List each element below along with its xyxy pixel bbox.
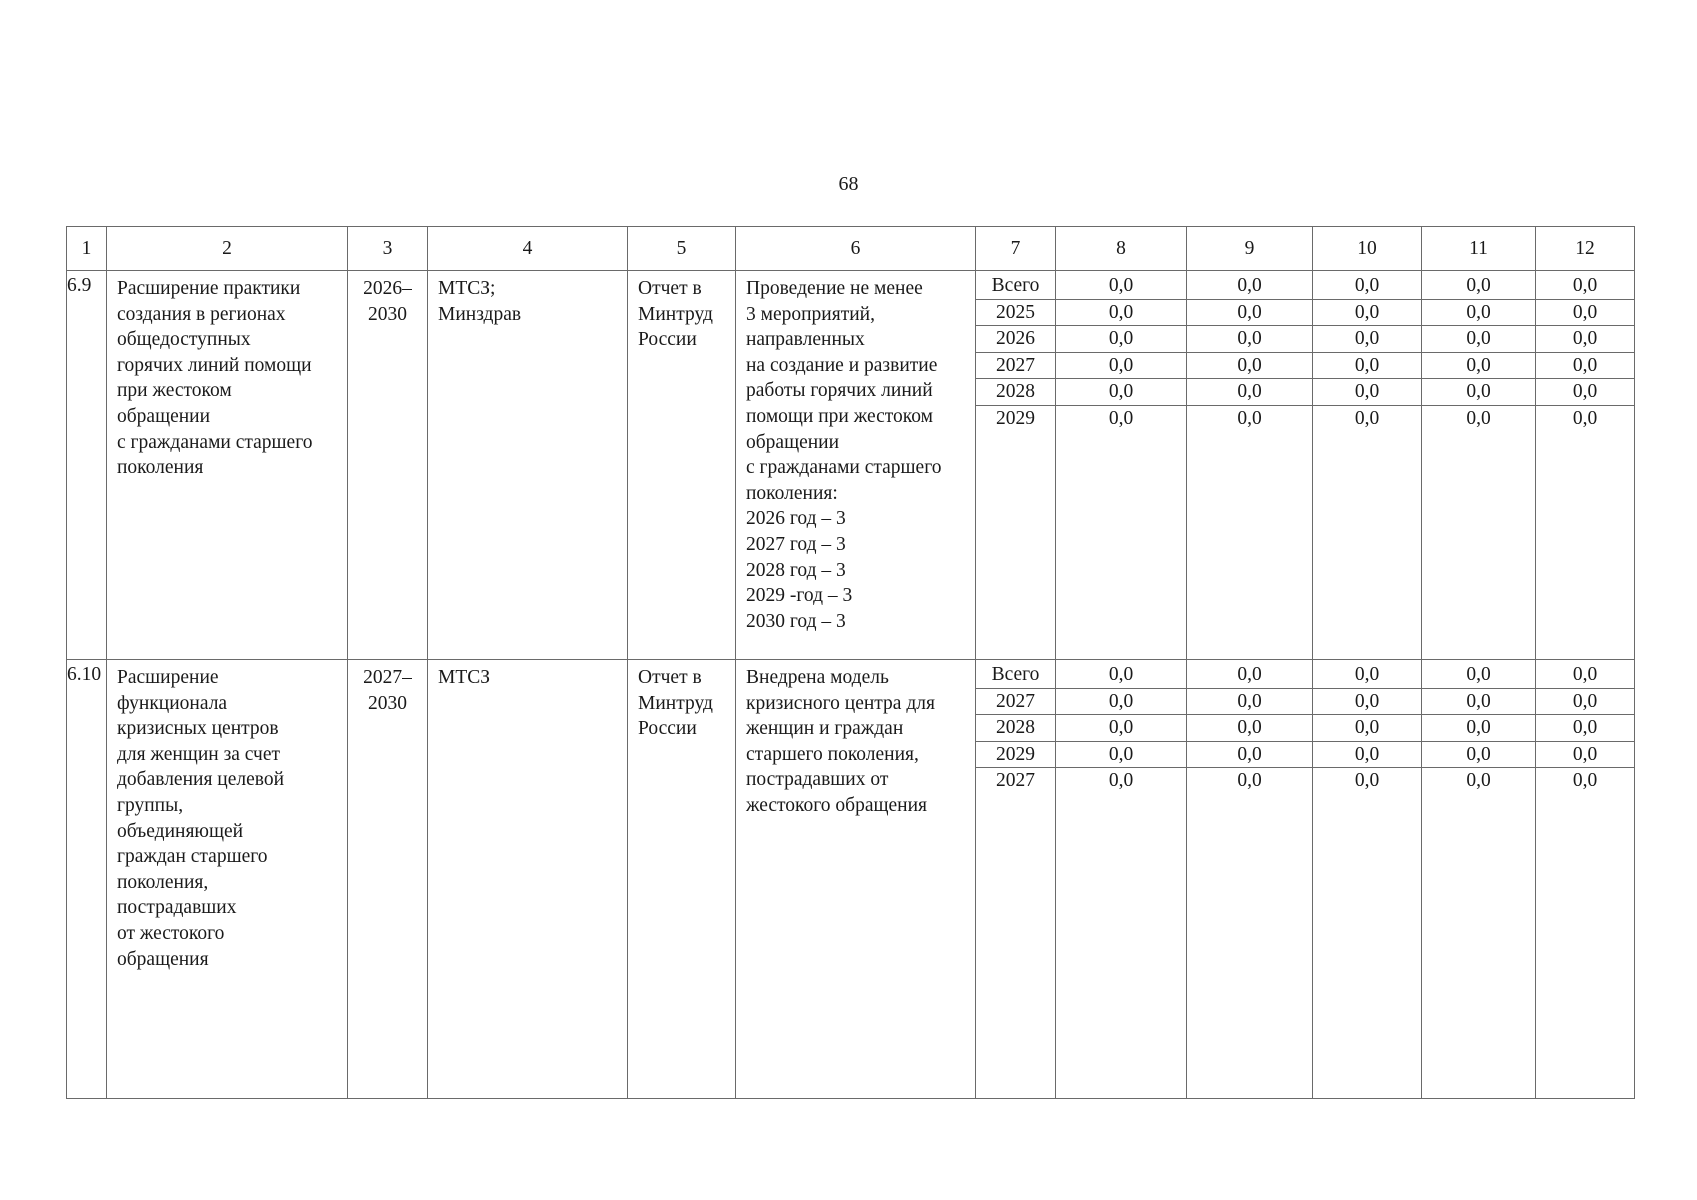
year-label: 2026	[976, 326, 1055, 353]
text-line: Отчет в	[638, 278, 702, 299]
text-line: поколения,	[117, 871, 209, 893]
report-form	[628, 660, 736, 1099]
year-label: 2028	[976, 379, 1055, 406]
funding-value: 0,0	[1056, 300, 1186, 327]
funding-value: 0,0	[1237, 770, 1262, 792]
funding-value: 0,0	[1422, 662, 1535, 689]
funding-value: 0,0	[1056, 742, 1186, 769]
text-line: Внедрена модель	[746, 667, 889, 688]
funding-value: 0,0	[1056, 662, 1186, 689]
text-line: женщин и граждан	[746, 718, 904, 740]
text-line: Отчет в	[638, 667, 702, 688]
funding-value: 0,0	[1422, 353, 1535, 380]
text-line: 3 мероприятий,	[746, 303, 875, 325]
funding-value: 0,0	[1187, 379, 1312, 406]
text-line: с гражданами старшего	[746, 457, 942, 479]
year-column	[976, 271, 1056, 660]
col-header: 1	[67, 227, 107, 271]
col-header: 9	[1187, 227, 1313, 271]
funding-value: 0,0	[1536, 742, 1634, 769]
text-line: горячих линий помощи	[117, 354, 312, 376]
funding-value: 0,0	[1354, 407, 1380, 429]
text-line: 2029 -год – 3	[746, 585, 853, 607]
page-number: 68	[838, 173, 859, 195]
table-row	[67, 271, 1635, 660]
text-line: создания в регионах	[117, 303, 286, 325]
funding-value: 0,0	[1466, 407, 1491, 429]
funding-value: 0,0	[1536, 379, 1634, 406]
funding-value: 0,0	[1422, 742, 1535, 769]
funding-value: 0,0	[1187, 662, 1312, 689]
funding-column	[1187, 660, 1313, 1099]
year-label: 2027	[996, 770, 1035, 792]
funding-column	[1187, 271, 1313, 660]
funding-value: 0,0	[1056, 353, 1186, 380]
funding-value: 0,0	[1422, 300, 1535, 327]
text-line: Расширение	[117, 667, 219, 688]
funding-value: 0,0	[1572, 407, 1598, 429]
funding-column	[1422, 271, 1536, 660]
col-header: 11	[1422, 227, 1536, 271]
funding-column	[1056, 660, 1187, 1099]
item-number: 6.9	[67, 271, 107, 660]
col-header: 8	[1056, 227, 1187, 271]
funding-value: 0,0	[1422, 326, 1535, 353]
text-line: направленных	[746, 329, 865, 351]
text-line: 2026 год – 3	[746, 508, 846, 530]
text-line: жестокого обращения	[746, 794, 927, 816]
funding-value: 0,0	[1422, 715, 1535, 742]
year-column	[976, 660, 1056, 1099]
funding-value: 0,0	[1187, 715, 1312, 742]
funding-value: 0,0	[1187, 300, 1312, 327]
text-line: пострадавших от	[746, 769, 889, 791]
funding-value: 0,0	[1536, 689, 1634, 716]
funding-value: 0,0	[1313, 273, 1421, 300]
col-header: 4	[428, 227, 628, 271]
text-line: обращении	[746, 431, 840, 453]
funding-value: 0,0	[1422, 689, 1535, 716]
funding-value: 0,0	[1536, 273, 1634, 300]
funding-value: 0,0	[1313, 689, 1421, 716]
text-line: пострадавших	[117, 897, 237, 919]
funding-value: 0,0	[1187, 742, 1312, 769]
measure-name	[107, 271, 348, 660]
expected-result	[736, 271, 976, 660]
executor	[428, 271, 628, 660]
year-label: 2027	[976, 689, 1055, 716]
funding-column	[1313, 271, 1422, 660]
funding-value: 0,0	[1313, 379, 1421, 406]
text-line: поколения	[117, 457, 204, 479]
text-line: функционала	[117, 692, 228, 714]
funding-value: 0,0	[1056, 326, 1186, 353]
col-header: 6	[736, 227, 976, 271]
year-label: 2029	[976, 742, 1055, 769]
col-header: 5	[628, 227, 736, 271]
col-header: 12	[1536, 227, 1635, 271]
funding-value: 0,0	[1056, 689, 1186, 716]
text-line: России	[638, 329, 697, 351]
report-form	[628, 271, 736, 660]
funding-value: 0,0	[1313, 715, 1421, 742]
text-line: поколения:	[746, 482, 838, 504]
period	[348, 660, 428, 1099]
text-line: 2027–	[363, 667, 412, 688]
col-header: 2	[107, 227, 348, 271]
funding-value: 0,0	[1187, 273, 1312, 300]
text-line: Минтруд	[638, 692, 713, 714]
text-line: Минздрав	[438, 303, 522, 325]
funding-value: 0,0	[1313, 353, 1421, 380]
text-line: старшего поколения,	[746, 743, 919, 765]
text-line: при жестоком	[117, 380, 232, 402]
funding-value: 0,0	[1466, 770, 1491, 792]
text-line: добавления целевой	[117, 769, 285, 791]
table-row	[67, 660, 1635, 1099]
text-line: помощи при жестоком	[746, 405, 933, 427]
text-line: МТСЗ;	[438, 278, 496, 299]
year-label: Всего	[976, 273, 1055, 300]
year-label: Всего	[976, 662, 1055, 689]
measure-name	[107, 660, 348, 1099]
year-label: 2025	[976, 300, 1055, 327]
funding-value: 0,0	[1422, 379, 1535, 406]
text-line: Проведение не менее	[746, 278, 923, 299]
funding-value: 0,0	[1187, 353, 1312, 380]
text-line: МТСЗ	[438, 667, 491, 688]
funding-value: 0,0	[1313, 326, 1421, 353]
col-header: 10	[1313, 227, 1422, 271]
funding-column	[1536, 271, 1635, 660]
funding-value: 0,0	[1056, 715, 1186, 742]
funding-value: 0,0	[1422, 273, 1535, 300]
text-line: 2030	[368, 692, 407, 714]
year-label: 2028	[976, 715, 1055, 742]
funding-value: 0,0	[1354, 770, 1380, 792]
funding-value: 0,0	[1187, 326, 1312, 353]
period	[348, 271, 428, 660]
funding-column	[1536, 660, 1635, 1099]
col-header: 3	[348, 227, 428, 271]
text-line: обращения	[117, 948, 209, 970]
funding-value: 0,0	[1313, 300, 1421, 327]
funding-value: 0,0	[1108, 407, 1134, 429]
text-line: для женщин за счет	[117, 743, 281, 765]
text-line: 2030 год – 3	[746, 610, 846, 632]
item-number: 6.10	[67, 660, 107, 1099]
year-label: 2029	[996, 407, 1035, 429]
funding-value: 0,0	[1536, 353, 1634, 380]
funding-value: 0,0	[1237, 407, 1262, 429]
text-line: от жестокого	[117, 922, 225, 944]
text-line: России	[638, 718, 697, 740]
text-line: 2030	[368, 303, 407, 325]
text-line: на создание и развитие	[746, 354, 938, 376]
funding-value: 0,0	[1056, 273, 1186, 300]
funding-value: 0,0	[1536, 326, 1634, 353]
text-line: 2026–	[363, 278, 412, 299]
text-line: 2027 год – 3	[746, 533, 846, 555]
text-line: объединяющей	[117, 820, 244, 842]
year-label: 2027	[976, 353, 1055, 380]
text-line: обращении	[117, 405, 211, 427]
text-line: Минтруд	[638, 303, 713, 325]
funding-value: 0,0	[1313, 662, 1421, 689]
funding-column	[1313, 660, 1422, 1099]
col-header: 7	[976, 227, 1056, 271]
text-line: кризисного центра для	[746, 692, 935, 714]
text-line: работы горячих линий	[746, 380, 933, 402]
funding-value: 0,0	[1536, 300, 1634, 327]
text-line: Расширение практики	[117, 278, 301, 299]
program-table	[66, 226, 1635, 1099]
text-line: общедоступных	[117, 329, 251, 351]
header-row	[67, 227, 1635, 271]
text-line: группы,	[117, 794, 184, 816]
funding-value: 0,0	[1187, 689, 1312, 716]
text-line: граждан старшего	[117, 846, 268, 868]
funding-column	[1056, 271, 1187, 660]
funding-value: 0,0	[1313, 742, 1421, 769]
expected-result	[736, 660, 976, 1099]
text-line: с гражданами старшего	[117, 431, 313, 453]
funding-column	[1422, 660, 1536, 1099]
funding-value: 0,0	[1536, 715, 1634, 742]
text-line: кризисных центров	[117, 718, 279, 740]
funding-value: 0,0	[1056, 379, 1186, 406]
funding-value: 0,0	[1536, 662, 1634, 689]
funding-value: 0,0	[1572, 770, 1598, 792]
funding-value: 0,0	[1108, 770, 1134, 792]
executor	[428, 660, 628, 1099]
text-line: 2028 год – 3	[746, 559, 846, 581]
